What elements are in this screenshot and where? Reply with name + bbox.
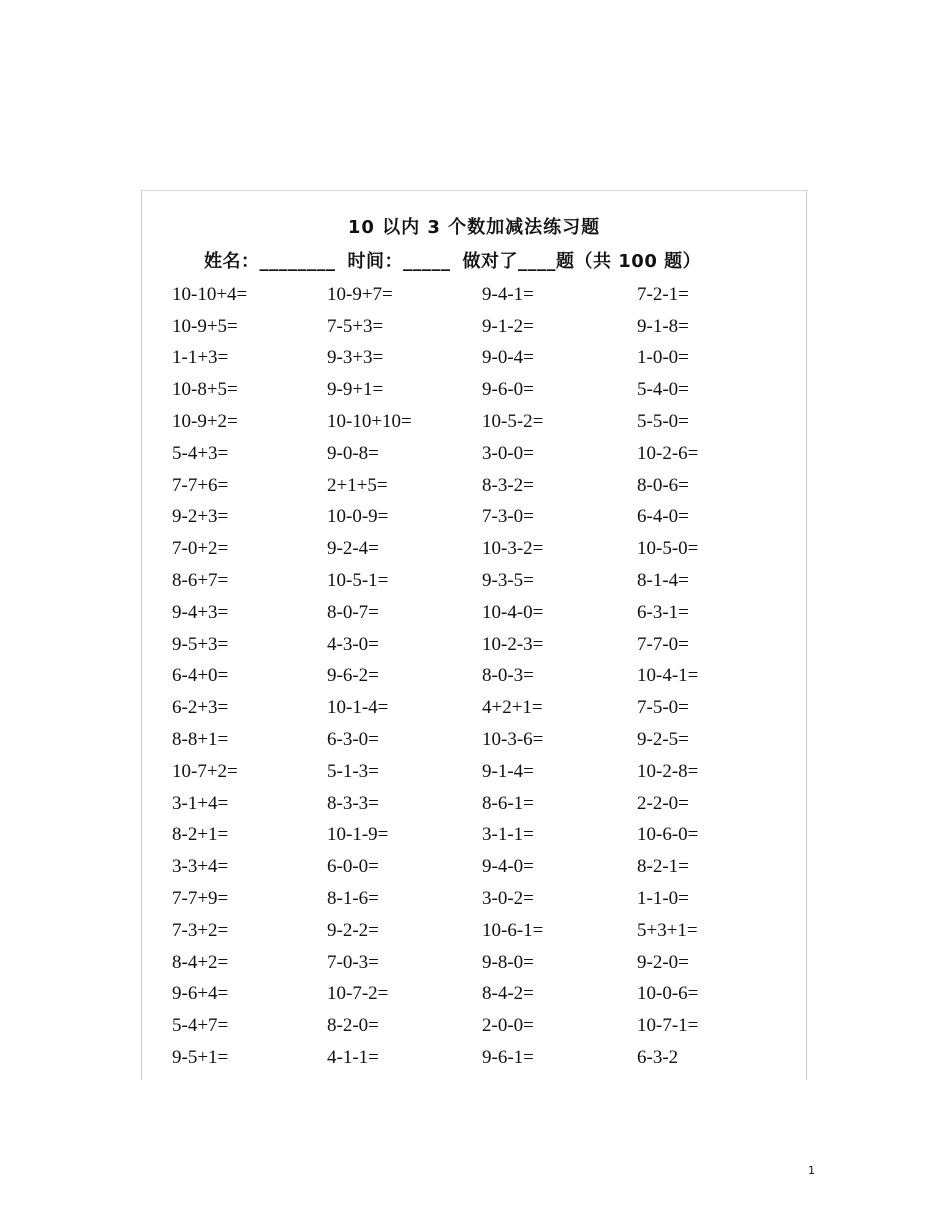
problem-item: 9-5+1= xyxy=(172,1047,229,1069)
problem-item: 9-6-1= xyxy=(482,1047,534,1069)
problem-row xyxy=(172,1010,792,1042)
problem-item: 1-1+3= xyxy=(172,347,229,369)
problem-row xyxy=(172,979,792,1011)
problem-row xyxy=(172,374,792,406)
problem-item: 7-0+2= xyxy=(172,538,229,560)
problem-item: 8-2-1= xyxy=(637,856,689,878)
problem-item: 10-10+10= xyxy=(327,411,412,433)
problem-item: 2-2-0= xyxy=(637,792,689,814)
problem-item: 8-2+1= xyxy=(172,824,229,846)
problem-item: 9-6-0= xyxy=(482,379,534,401)
problem-item: 8-2-0= xyxy=(327,1015,379,1037)
problem-row xyxy=(172,470,792,502)
problem-row xyxy=(172,279,792,311)
problem-item: 10-6-0= xyxy=(637,824,699,846)
problem-row xyxy=(172,915,792,947)
problem-item: 10-1-9= xyxy=(327,824,389,846)
problem-row xyxy=(172,597,792,629)
problem-item: 10-3-2= xyxy=(482,538,544,560)
problem-row xyxy=(172,629,792,661)
problem-item: 10-9+5= xyxy=(172,315,238,337)
problem-item: 10-5-1= xyxy=(327,570,389,592)
problem-item: 10-7-1= xyxy=(637,1015,699,1037)
problem-item: 10-8+5= xyxy=(172,379,238,401)
problem-item: 9-2+3= xyxy=(172,506,229,528)
problem-item: 9-2-4= xyxy=(327,538,379,560)
problem-item: 10-5-2= xyxy=(482,411,544,433)
problem-item: 4-1-1= xyxy=(327,1047,379,1069)
problem-item: 3-1-1= xyxy=(482,824,534,846)
problem-item: 10-7-2= xyxy=(327,983,389,1005)
problem-row xyxy=(172,851,792,883)
problem-item: 10-10+4= xyxy=(172,283,248,305)
problem-item: 7-0-3= xyxy=(327,951,379,973)
problem-item: 7-5+3= xyxy=(327,315,384,337)
problem-item: 10-7+2= xyxy=(172,760,238,782)
problem-row xyxy=(172,661,792,693)
problem-item: 8-0-3= xyxy=(482,665,534,687)
problem-item: 8-0-7= xyxy=(327,601,379,623)
problem-item: 9-0-4= xyxy=(482,347,534,369)
problem-item: 2-0-0= xyxy=(482,1015,534,1037)
problem-row xyxy=(172,406,792,438)
problem-item: 6-3-1= xyxy=(637,601,689,623)
problem-item: 10-2-8= xyxy=(637,760,699,782)
info-line xyxy=(204,247,701,273)
problem-item: 4-3-0= xyxy=(327,633,379,655)
problem-item: 8-1-4= xyxy=(637,570,689,592)
problem-item: 2+1+5= xyxy=(327,474,388,496)
problem-item: 10-2-3= xyxy=(482,633,544,655)
problem-item: 9-4+3= xyxy=(172,601,229,623)
problem-row xyxy=(172,788,792,820)
problem-item: 3-3+4= xyxy=(172,856,229,878)
problem-item: 6-3-2 xyxy=(637,1047,679,1069)
problem-item: 10-3-6= xyxy=(482,729,544,751)
problem-row xyxy=(172,533,792,565)
problem-row xyxy=(172,502,792,534)
problem-item: 6-3-0= xyxy=(327,729,379,751)
worksheet xyxy=(141,190,807,1080)
problem-item: 9-3-5= xyxy=(482,570,534,592)
problem-item: 10-0-6= xyxy=(637,983,699,1005)
problem-item: 5-4+7= xyxy=(172,1015,229,1037)
problem-item: 9-9+1= xyxy=(327,379,384,401)
problem-item: 10-1-4= xyxy=(327,697,389,719)
problem-item: 1-0-0= xyxy=(637,347,689,369)
problem-item: 6-0-0= xyxy=(327,856,379,878)
problem-item: 8-3-3= xyxy=(327,792,379,814)
name-blank: ________ xyxy=(259,251,336,272)
problem-item: 7-5-0= xyxy=(637,697,689,719)
problem-item: 9-1-8= xyxy=(637,315,689,337)
problem-grid xyxy=(172,279,792,1074)
problem-item: 5-4+3= xyxy=(172,442,229,464)
correct-label: 做对了 xyxy=(462,251,518,272)
problem-item: 3-0-2= xyxy=(482,888,534,910)
page-number: 1 xyxy=(808,1164,815,1177)
problem-item: 8-3-2= xyxy=(482,474,534,496)
problem-row xyxy=(172,692,792,724)
problem-item: 5-4-0= xyxy=(637,379,689,401)
problem-item: 9-0-8= xyxy=(327,442,379,464)
problem-item: 9-3+3= xyxy=(327,347,384,369)
problem-item: 8-6+7= xyxy=(172,570,229,592)
problem-item: 9-2-0= xyxy=(637,951,689,973)
problem-item: 8-8+1= xyxy=(172,729,229,751)
problem-item: 5+3+1= xyxy=(637,919,698,941)
problem-item: 10-4-0= xyxy=(482,601,544,623)
problem-item: 7-3-0= xyxy=(482,506,534,528)
problem-item: 6-4-0= xyxy=(637,506,689,528)
problem-item: 3-1+4= xyxy=(172,792,229,814)
problem-item: 10-4-1= xyxy=(637,665,699,687)
problem-item: 10-2-6= xyxy=(637,442,699,464)
problem-item: 4+2+1= xyxy=(482,697,543,719)
problem-item: 10-9+2= xyxy=(172,411,238,433)
problem-item: 10-9+7= xyxy=(327,283,393,305)
problem-item: 7-3+2= xyxy=(172,919,229,941)
problem-row xyxy=(172,947,792,979)
worksheet-title: 10 以内 3 个数加减法练习题 xyxy=(347,217,601,238)
correct-suffix: 题（共 100 题） xyxy=(556,251,702,272)
problem-item: 7-7+9= xyxy=(172,888,229,910)
problem-item: 5-5-0= xyxy=(637,411,689,433)
problem-row xyxy=(172,311,792,343)
correct-blank: ____ xyxy=(518,251,556,272)
problem-item: 1-1-0= xyxy=(637,888,689,910)
problem-item: 9-5+3= xyxy=(172,633,229,655)
problem-item: 10-5-0= xyxy=(637,538,699,560)
problem-row xyxy=(172,343,792,375)
problem-row xyxy=(172,756,792,788)
problem-item: 7-7-0= xyxy=(637,633,689,655)
problem-item: 9-4-1= xyxy=(482,283,534,305)
problem-row xyxy=(172,438,792,470)
problem-item: 9-2-5= xyxy=(637,729,689,751)
problem-row xyxy=(172,565,792,597)
time-label: 时间： xyxy=(347,251,403,272)
problem-item: 9-1-2= xyxy=(482,315,534,337)
problem-row xyxy=(172,883,792,915)
problem-item: 9-6+4= xyxy=(172,983,229,1005)
problem-item: 8-6-1= xyxy=(482,792,534,814)
problem-item: 9-2-2= xyxy=(327,919,379,941)
problem-item: 8-4+2= xyxy=(172,951,229,973)
problem-item: 5-1-3= xyxy=(327,760,379,782)
problem-item: 7-7+6= xyxy=(172,474,229,496)
problem-item: 6-2+3= xyxy=(172,697,229,719)
problem-item: 9-6-2= xyxy=(327,665,379,687)
problem-item: 3-0-0= xyxy=(482,442,534,464)
problem-item: 9-4-0= xyxy=(482,856,534,878)
problem-item: 10-0-9= xyxy=(327,506,389,528)
problem-item: 7-2-1= xyxy=(637,283,689,305)
problem-item: 10-6-1= xyxy=(482,919,544,941)
problem-item: 8-0-6= xyxy=(637,474,689,496)
problem-item: 8-1-6= xyxy=(327,888,379,910)
problem-row xyxy=(172,724,792,756)
problem-row xyxy=(172,820,792,852)
problem-item: 6-4+0= xyxy=(172,665,229,687)
problem-item: 8-4-2= xyxy=(482,983,534,1005)
problem-row xyxy=(172,1042,792,1074)
name-label: 姓名： xyxy=(204,251,260,272)
problem-item: 9-1-4= xyxy=(482,760,534,782)
problem-item: 9-8-0= xyxy=(482,951,534,973)
time-blank: _____ xyxy=(403,251,451,272)
